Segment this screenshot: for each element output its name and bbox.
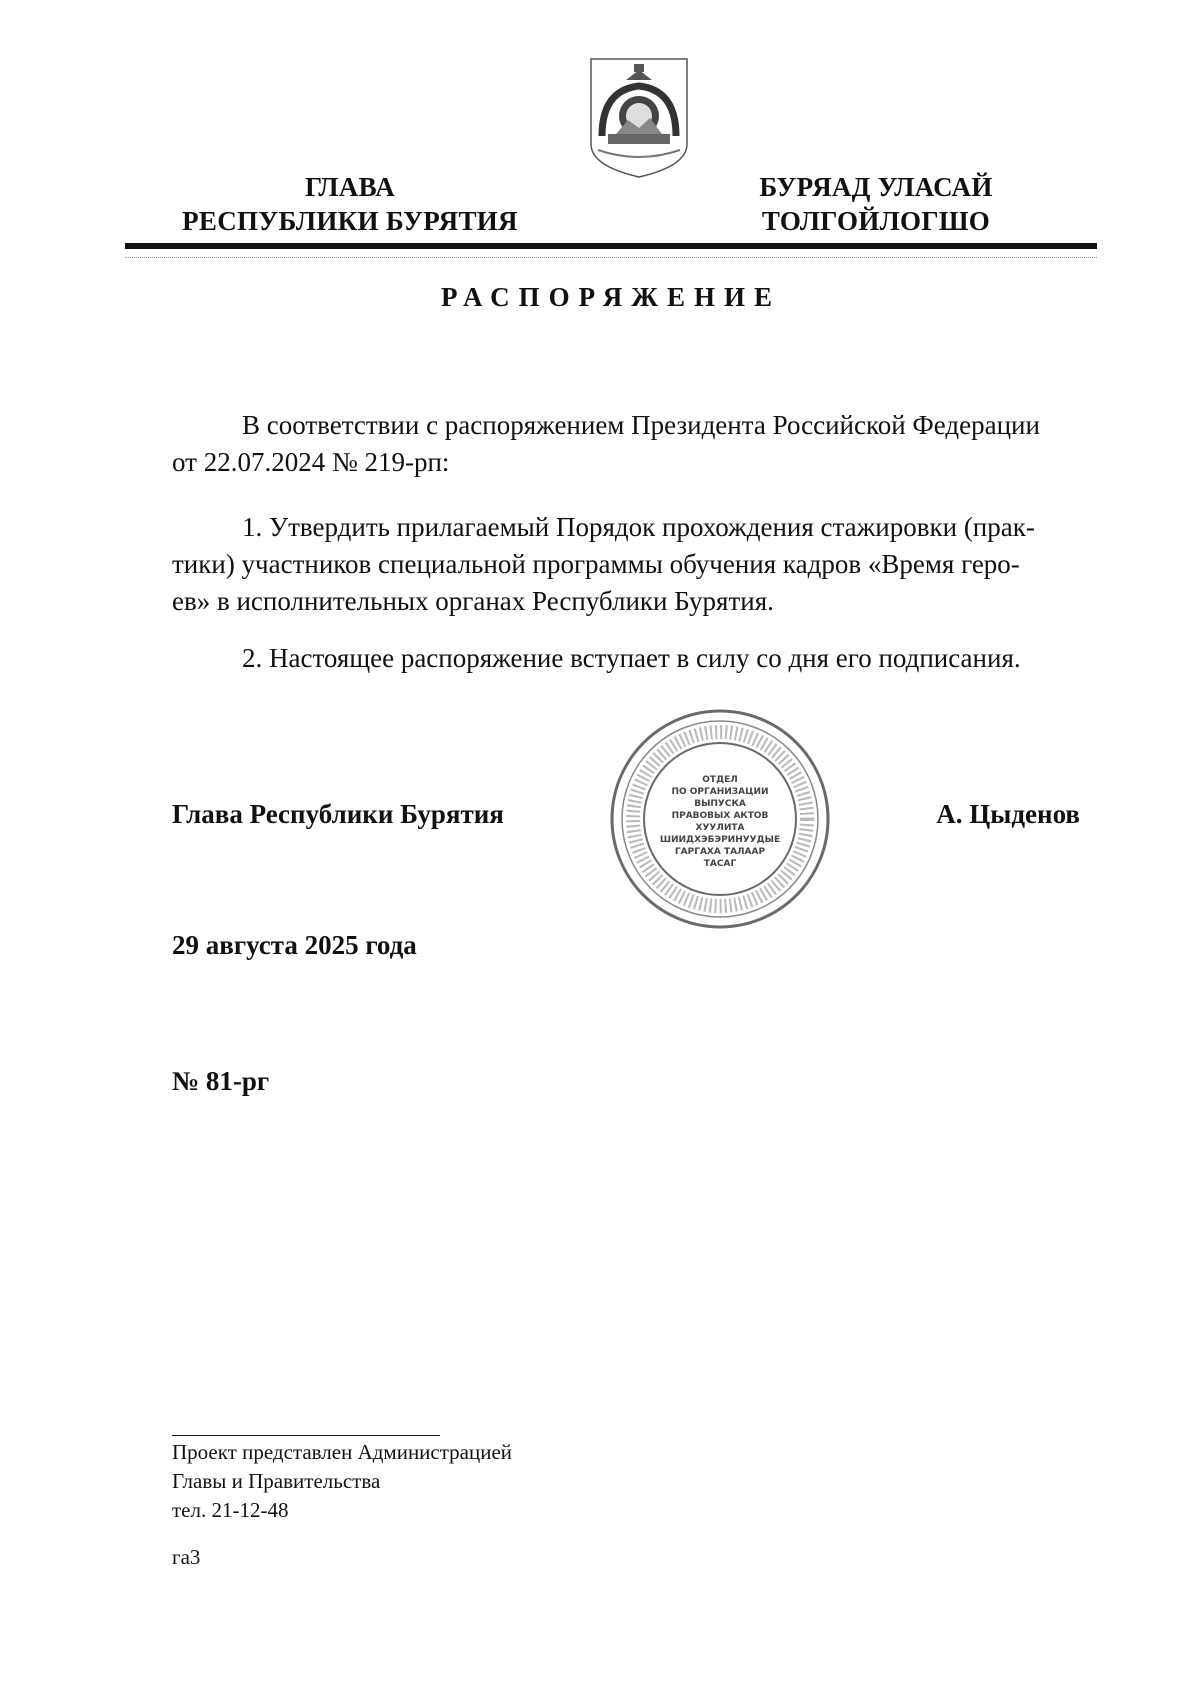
stamp-line-1: ОТДЕЛ	[702, 775, 738, 785]
item-1-line-1: 1. Утвердить прилагаемый Порядок прохождения стажировки (прак-	[242, 512, 1035, 542]
header-right-line1: БУРЯАД УЛАСАЙ	[759, 172, 993, 202]
document-title: РАСПОРЯЖЕНИЕ	[440, 282, 782, 312]
stamp-line-3: ВЫПУСКА	[694, 799, 746, 809]
stamp-line-7: ГАРГАХА ТАЛААР	[674, 847, 766, 857]
coat-of-arms-icon	[588, 56, 690, 180]
footer-line-1: Проект представлен Администрацией	[172, 1440, 513, 1464]
footer-line-3: тел. 21-12-48	[172, 1498, 289, 1522]
document-code: га3	[172, 1545, 201, 1569]
header-right-line2: ТОЛГОЙЛОГШО	[761, 206, 991, 236]
official-stamp	[606, 706, 834, 932]
intro-line-1: В соответствии с распоряжением Президента Российской Федерации	[242, 410, 1040, 440]
item-1-line-2: тики) участников специальной программы обучения кадров «Время геро-	[172, 549, 1020, 579]
signature-position: Глава Республики Бурятия	[172, 799, 504, 829]
header-left	[160, 170, 540, 238]
header-divider	[125, 243, 1097, 249]
stamp-line-5: ХУУЛИТА	[695, 823, 745, 833]
intro-line-2: от 22.07.2024 № 219-рп:	[172, 447, 450, 477]
header-right	[726, 170, 1026, 238]
intro-paragraph	[172, 407, 1080, 481]
stamp-line-6: ШИИДХЭБЭРИНУУДЫЕ	[659, 835, 781, 845]
document-date: 29 августа 2025 года	[172, 930, 417, 960]
header-left-line1: ГЛАВА	[304, 172, 396, 202]
footer-divider	[172, 1435, 440, 1436]
stamp-line-4: ПРАВОВЫХ АКТОВ	[671, 811, 769, 821]
stamp-line-2: ПО ОРГАНИЗАЦИИ	[671, 787, 769, 797]
stamp-line-8: ТАСАГ	[703, 859, 737, 869]
footer-line-2: Главы и Правительства	[172, 1469, 381, 1493]
document-number: № 81-рг	[172, 1066, 270, 1096]
signature-name: А. Цыденов	[936, 799, 1080, 829]
footer-note	[172, 1438, 512, 1525]
header-left-line2: РЕСПУБЛИКИ БУРЯТИЯ	[182, 206, 518, 236]
item-2-line: 2. Настоящее распоряжение вступает в силу со дня его подписания.	[242, 643, 1021, 673]
item-2-paragraph	[172, 640, 1080, 677]
item-1-line-3: ев» в исполнительных органах Республики Бурятия.	[172, 586, 774, 616]
item-1-paragraph	[172, 509, 1080, 620]
header-divider-thin	[125, 257, 1097, 258]
